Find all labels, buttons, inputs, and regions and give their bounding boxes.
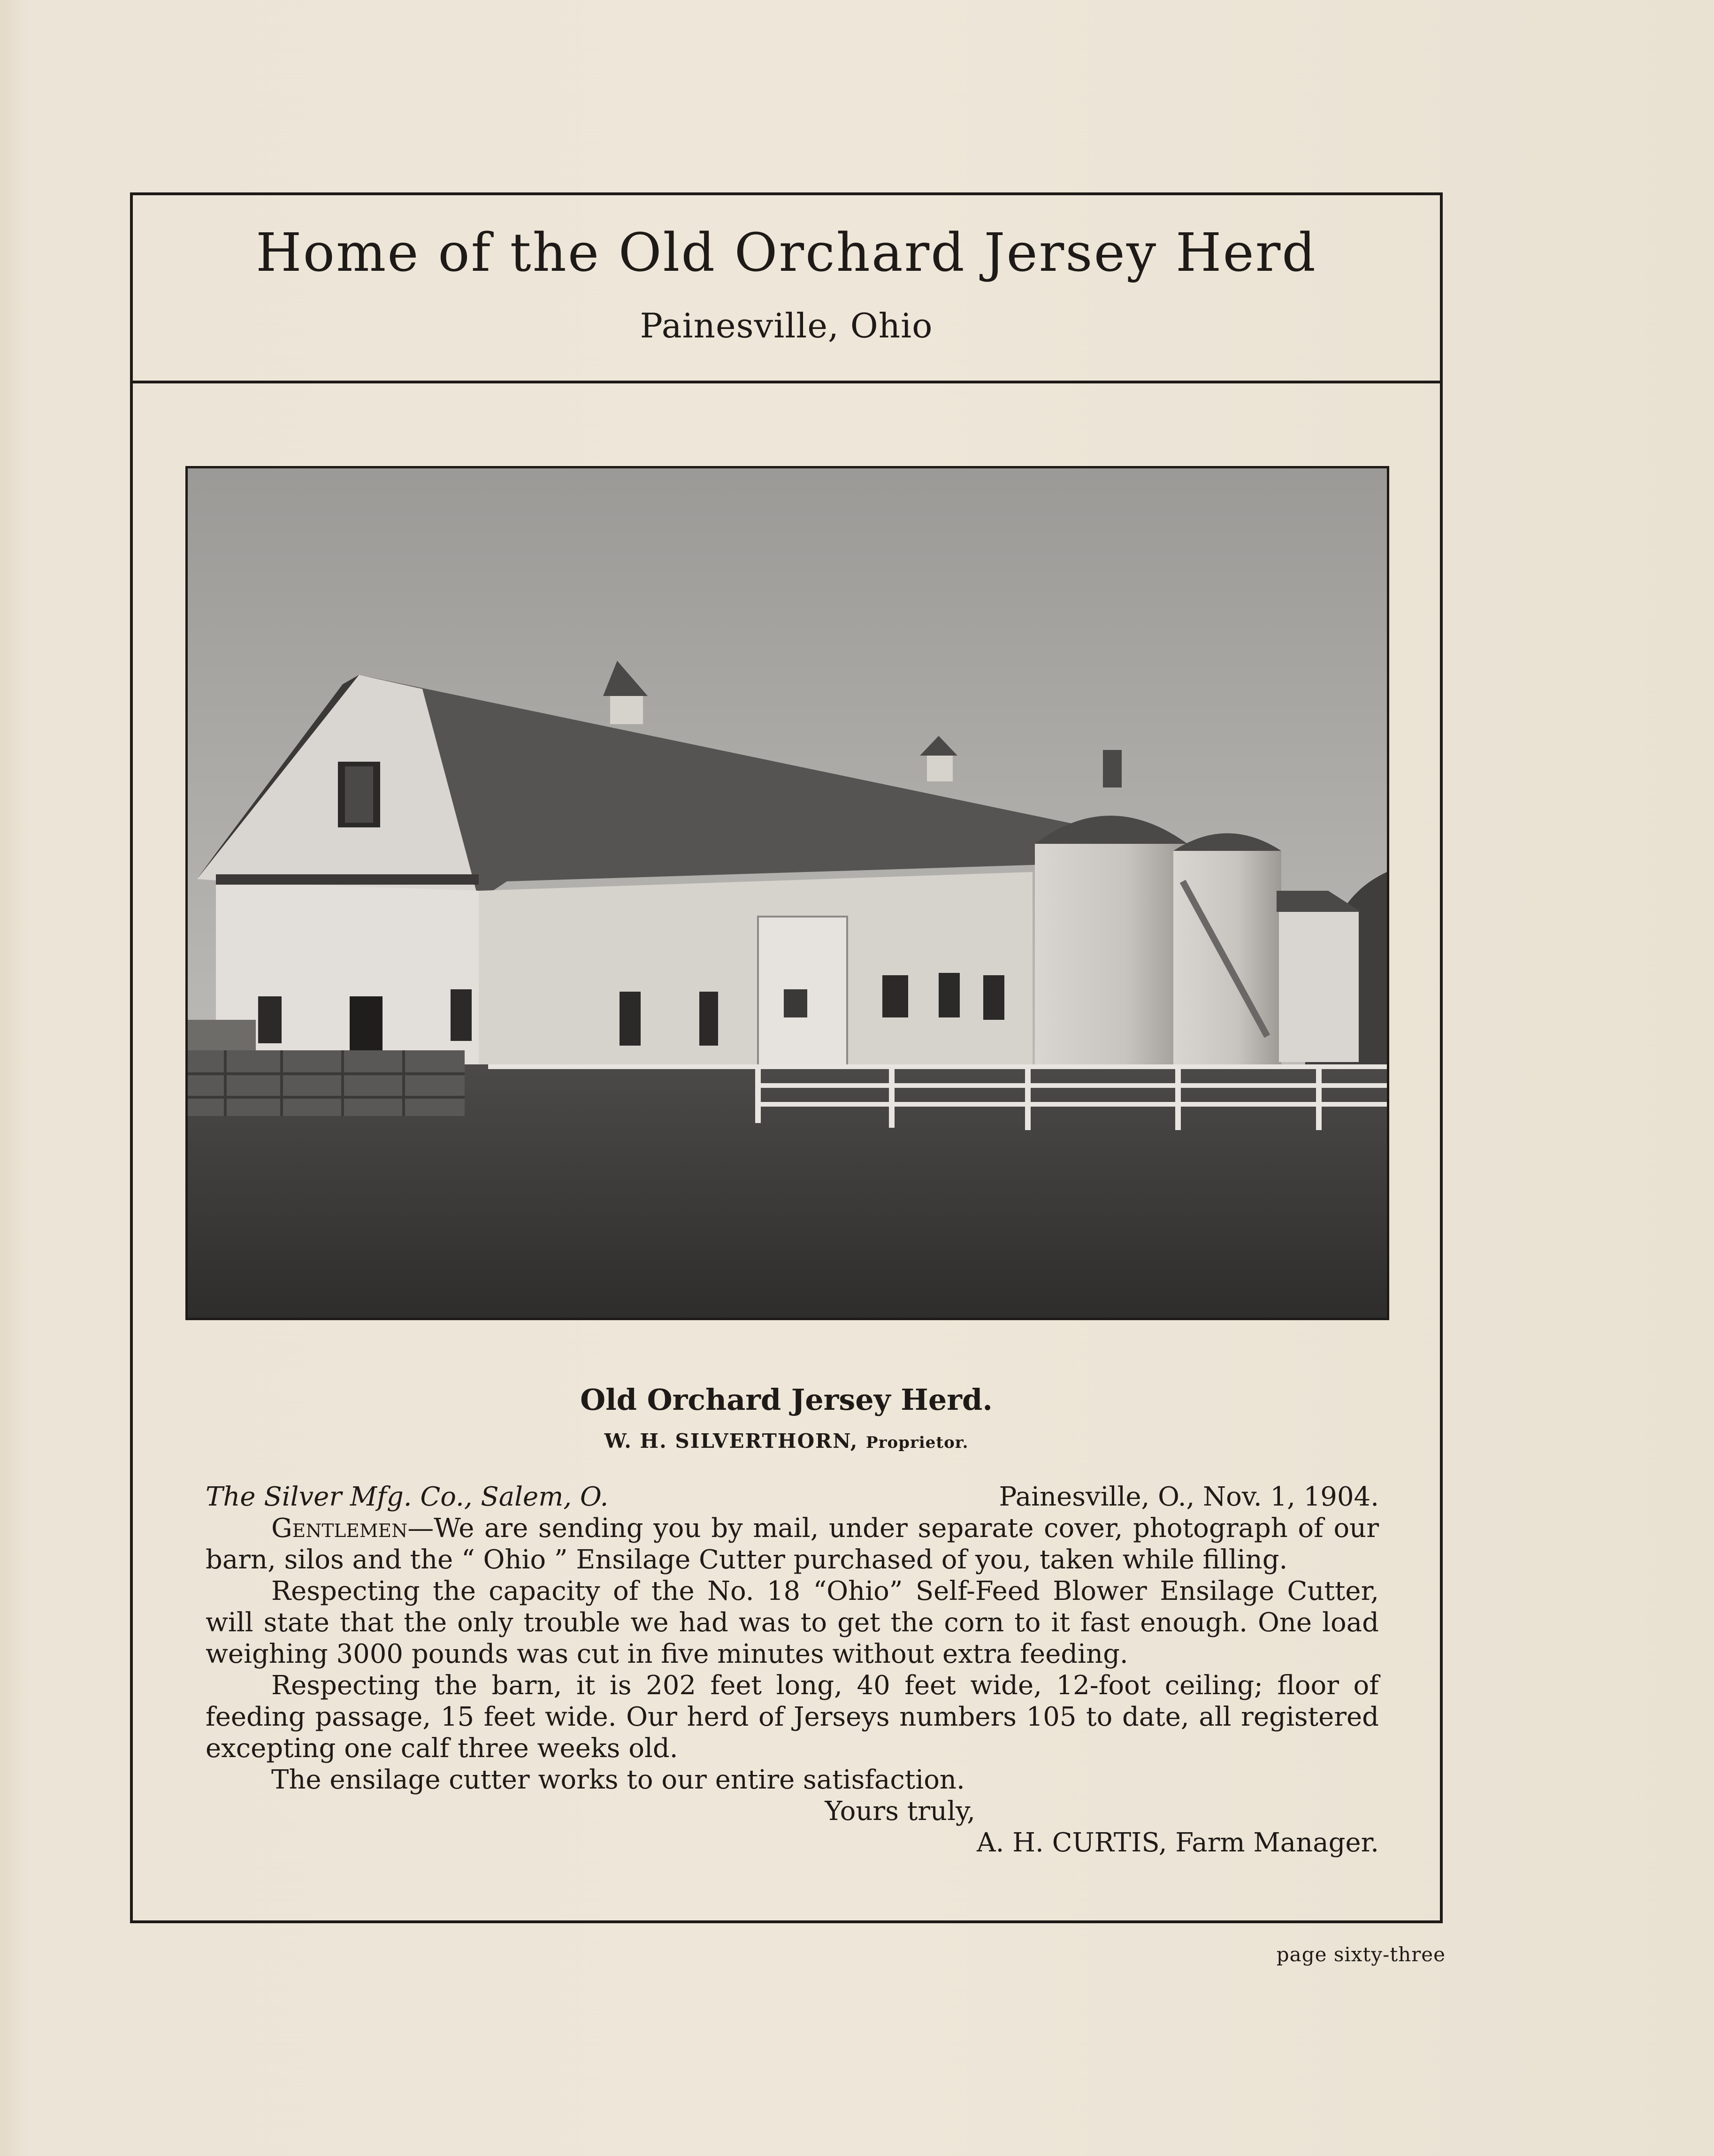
caption-title: Old Orchard Jersey Herd.	[580, 1383, 993, 1417]
letter-salutation: Gentlemen	[271, 1513, 408, 1544]
letter-paragraph-4: The ensilage cutter works to our entire satisfaction.	[271, 1765, 965, 1795]
testimonial-letter	[206, 1481, 1379, 1858]
barn-photograph	[185, 466, 1389, 1320]
proprietor-name: W. H. SILVERTHORN,	[604, 1430, 858, 1453]
header-divider	[133, 381, 1440, 383]
advertisement-frame	[130, 192, 1443, 1923]
letter-dateline: Painesville, O., Nov. 1, 1904.	[999, 1482, 1379, 1512]
letter-addressee: The Silver Mfg. Co., Salem, O.	[206, 1482, 609, 1512]
letter-signature: A. H. CURTIS, Farm Manager.	[977, 1827, 1379, 1858]
page-subtitle: Painesville, Ohio	[640, 306, 933, 345]
letter-heading	[206, 1481, 1379, 1513]
letter-paragraph-1-text: —We are sending you by mail, under separate cover, photograph of our barn, silos and the “ Ohio ” Ensilage Cutter purchased of you, taken while filling.	[206, 1513, 1379, 1575]
letter-paragraph-1	[206, 1513, 1379, 1575]
letter-paragraph-2: Respecting the capacity of the No. 18 “Ohio” Self-Feed Blower Ensilage Cutter, will state that the only trouble we had was to get the corn to it fast enough. One load weighing 3000 pounds was cut in five minutes without extra feeding.	[206, 1576, 1379, 1669]
letter-paragraph-3: Respecting the barn, it is 202 feet long, 40 feet wide, 12-foot ceiling; floor of feeding passage, 15 feet wide. Our herd of Jerseys numbers 105 to date, all registered excepting one calf three weeks old.	[206, 1670, 1379, 1764]
proprietor-role: Proprietor.	[866, 1433, 969, 1452]
page-number: page sixty-three	[1276, 1943, 1446, 1966]
page-title: Home of the Old Orchard Jersey Herd	[256, 222, 1317, 283]
letter-closing: Yours truly,	[825, 1796, 975, 1827]
caption-proprietor	[133, 1430, 1440, 1453]
